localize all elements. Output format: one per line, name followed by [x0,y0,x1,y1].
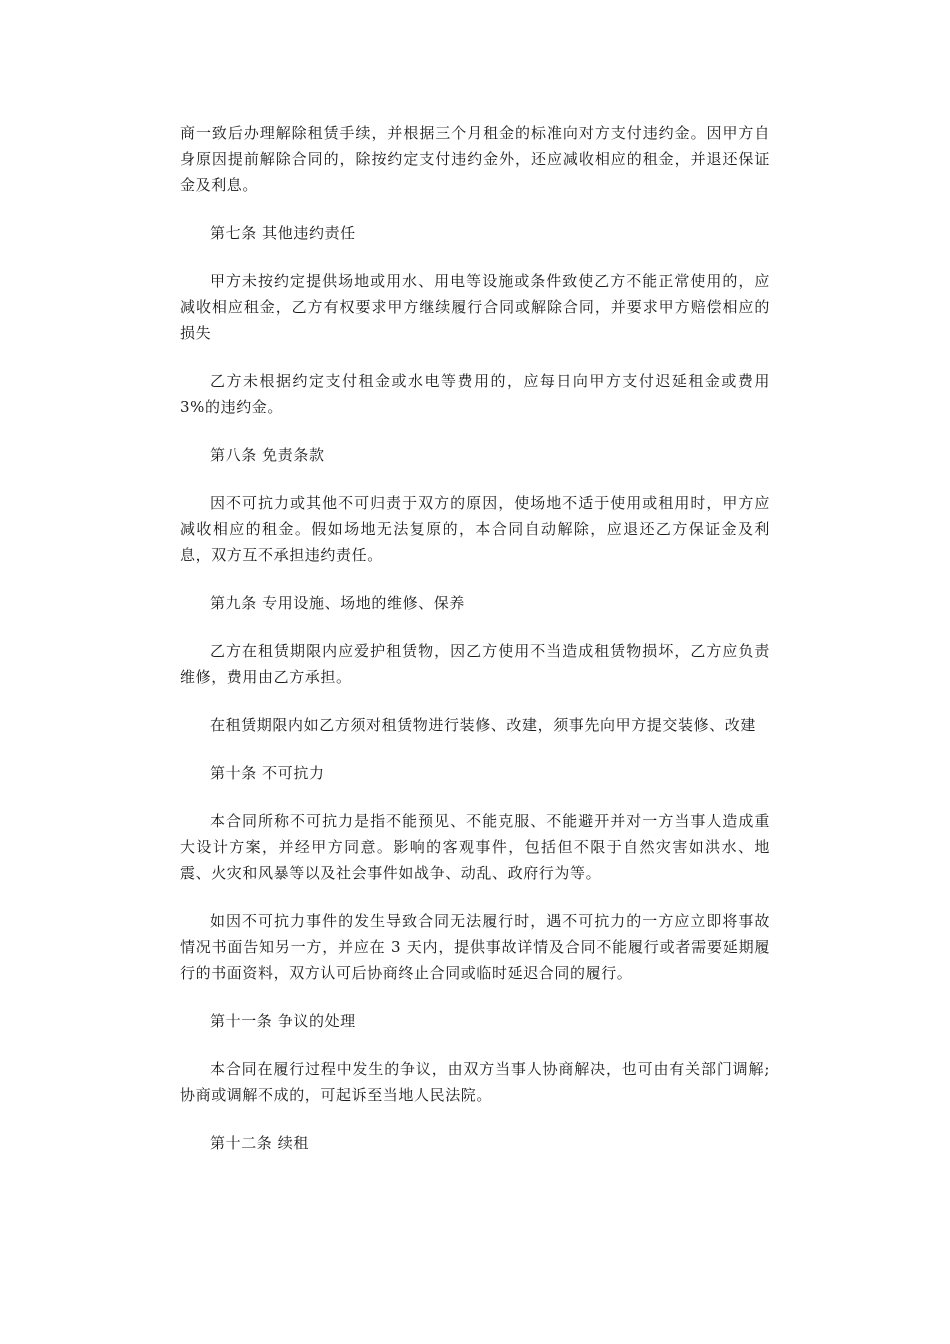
paragraph: 如因不可抗力事件的发生导致合同无法履行时，遇不可抗力的一方应立即将事故情况书面告知另一方，并应在 3 天内，提供事故详情及合同不能履行或者需要延期履行的书面资料，双方认可后协商终止合同或临时延迟合同的履行。 [180,912,770,982]
article-heading: 第九条 专用设施、场地的维修、保养 [210,594,465,612]
paragraph: 乙方在租赁期限内应爱护租赁物，因乙方使用不当造成租赁物损坏，乙方应负责维修，费用由乙方承担。 [180,642,770,686]
article-heading: 第八条 免责条款 [210,446,325,464]
article-heading: 第十二条 续租 [210,1134,309,1152]
paragraph: 本合同所称不可抗力是指不能预见、不能克服、不能避开并对一方当事人造成重大设计方案，并经甲方同意。影响的客观事件，包括但不限于自然灾害如洪水、地震、火灾和风暴等以及社会事件如战争、动乱、政府行为等。 [180,812,770,882]
article-heading: 第十条 不可抗力 [210,764,325,782]
paragraph: 因不可抗力或其他不可归责于双方的原因，使场地不适于使用或租用时，甲方应减收相应的租金。假如场地无法复原的，本合同自动解除，应退还乙方保证金及利息，双方互不承担违约责任。 [180,494,770,564]
article-heading: 第七条 其他违约责任 [210,224,356,242]
article-heading: 第十一条 争议的处理 [210,1012,356,1030]
document-page [180,120,770,1178]
paragraph: 商一致后办理解除租赁手续，并根据三个月租金的标准向对方支付违约金。因甲方自身原因提前解除合同的，除按约定支付违约金外，还应减收相应的租金，并退还保证金及利息。 [180,124,770,194]
paragraph: 在租赁期限内如乙方须对租赁物进行装修、改建，须事先向甲方提交装修、改建 [210,716,757,734]
paragraph: 乙方未根据约定支付租金或水电等费用的，应每日向甲方支付迟延租金或费用 3%的违约金。 [180,372,770,416]
paragraph: 甲方未按约定提供场地或用水、用电等设施或条件致使乙方不能正常使用的，应减收相应租金，乙方有权要求甲方继续履行合同或解除合同，并要求甲方赔偿相应的损失 [180,272,770,342]
paragraph: 本合同在履行过程中发生的争议，由双方当事人协商解决，也可由有关部门调解;协商或调解不成的，可起诉至当地人民法院。 [180,1060,770,1104]
